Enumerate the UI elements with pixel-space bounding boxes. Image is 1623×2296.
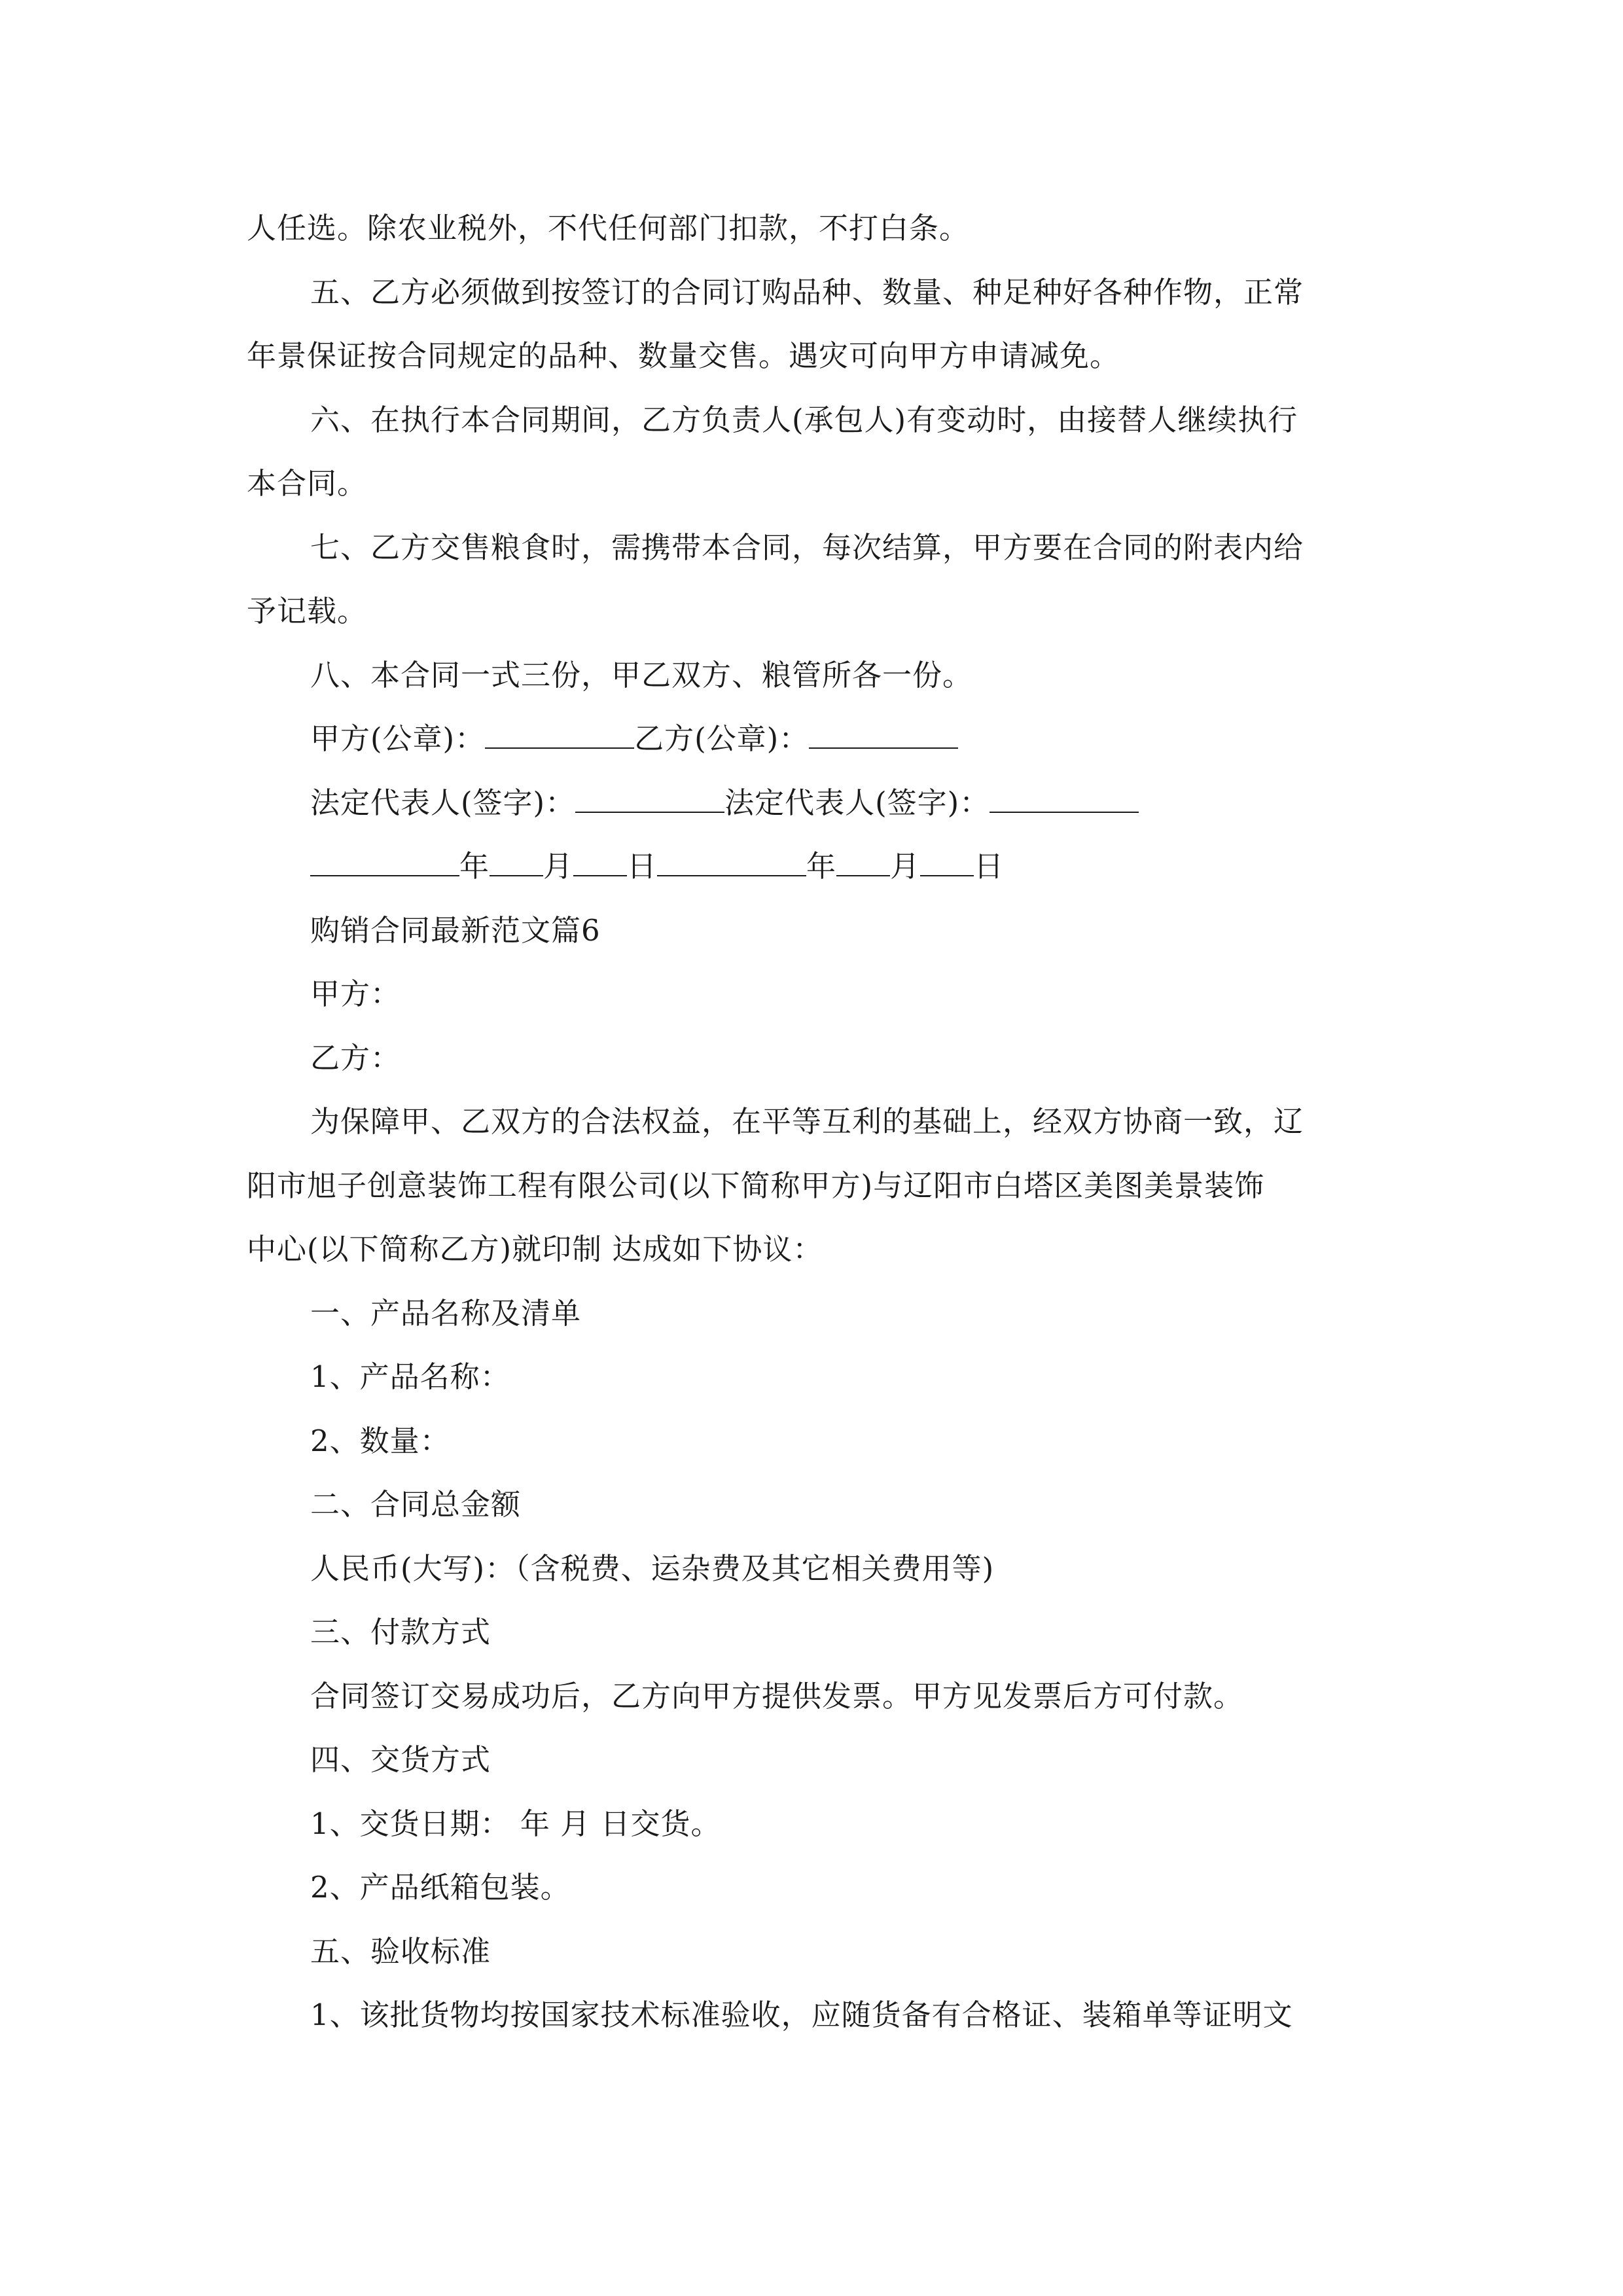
paragraph-line: 2、数量：	[310, 1423, 450, 1458]
year-a-blank	[310, 842, 459, 876]
paragraph-line: 八、本合同一式三份，甲乙双方、粮管所各一份。	[310, 657, 973, 692]
paragraph-line: 五、验收标准	[310, 1933, 491, 1969]
seal-line	[247, 707, 1379, 771]
date-line	[247, 834, 1379, 899]
paragraph-line: 六、在执行本合同期间，乙方负责人(承包人)有变动时，由接替人继续执行	[310, 402, 1298, 437]
document-body	[247, 196, 1379, 2047]
paragraph-line: 甲方：	[310, 977, 401, 1011]
year-a-label: 年	[459, 849, 490, 884]
section-title: 购销合同最新范文篇6	[310, 912, 601, 948]
paragraph-line: 四、交货方式	[310, 1742, 491, 1777]
paragraph-line: 中心(以下简称乙方)就印制 达成如下协议：	[247, 1232, 823, 1266]
day-a-blank	[573, 842, 627, 876]
paragraph-line: 二、合同总金额	[310, 1487, 522, 1522]
paragraph-line: 阳市旭子创意装饰工程有限公司(以下简称甲方)与辽阳市白塔区美图美景装饰	[247, 1168, 1265, 1203]
party-b-seal-blank	[809, 715, 958, 749]
paragraph-line: 年景保证按合同规定的品种、数量交售。遇灾可向甲方申请减免。	[247, 338, 1120, 373]
legal-rep-a-label: 法定代表人(签字)：	[310, 785, 576, 820]
paragraph-line: 为保障甲、乙双方的合法权益，在平等互利的基础上，经双方协商一致，辽	[310, 1104, 1304, 1139]
paragraph-line: 人民币(大写)：（含税费、运杂费及其它相关费用等)	[310, 1551, 995, 1586]
paragraph-line: 本合同。	[247, 466, 368, 501]
party-b-seal-label: 乙方(公章)：	[634, 721, 810, 756]
day-b-blank	[920, 842, 974, 876]
paragraph-line: 乙方：	[310, 1040, 401, 1075]
paragraph-line: 五、乙方必须做到按签订的合同订购品种、数量、种足种好各种作物，正常	[310, 274, 1304, 310]
month-a-blank	[490, 842, 543, 876]
paragraph-line: 予记载。	[247, 594, 368, 628]
legal-rep-b-label: 法定代表人(签字)：	[724, 785, 990, 820]
paragraph-line: 2、产品纸箱包装。	[310, 1870, 571, 1905]
year-b-label: 年	[806, 849, 837, 884]
paragraph-line: 1、产品名称：	[310, 1359, 510, 1394]
month-b-label: 月	[890, 849, 921, 884]
month-b-blank	[836, 842, 890, 876]
legal-rep-a-blank	[575, 779, 724, 813]
legal-rep-line	[247, 771, 1379, 835]
legal-rep-b-blank	[990, 779, 1139, 813]
paragraph-line: 三、付款方式	[310, 1615, 491, 1649]
paragraph-line: 人任选。除农业税外，不代任何部门扣款，不打白条。	[247, 211, 970, 245]
party-a-seal-label: 甲方(公章)：	[310, 721, 486, 756]
paragraph-line: 七、乙方交售粮食时，需携带本合同，每次结算，甲方要在合同的附表内给	[310, 529, 1304, 565]
day-a-label: 日	[627, 849, 658, 884]
year-b-blank	[657, 842, 806, 876]
paragraph-line: 合同签订交易成功后，乙方向甲方提供发票。甲方见发票后方可付款。	[310, 1678, 1244, 1713]
party-a-seal-blank	[485, 715, 634, 749]
paragraph-line: 一、产品名称及清单	[310, 1295, 582, 1331]
month-a-label: 月	[543, 849, 574, 884]
paragraph-line: 1、交货日期： 年 月 日交货。	[310, 1806, 721, 1841]
paragraph-line: 1、该批货物均按国家技术标准验收，应随货备有合格证、装箱单等证明文	[310, 1998, 1293, 2032]
day-b-label: 日	[974, 849, 1005, 884]
